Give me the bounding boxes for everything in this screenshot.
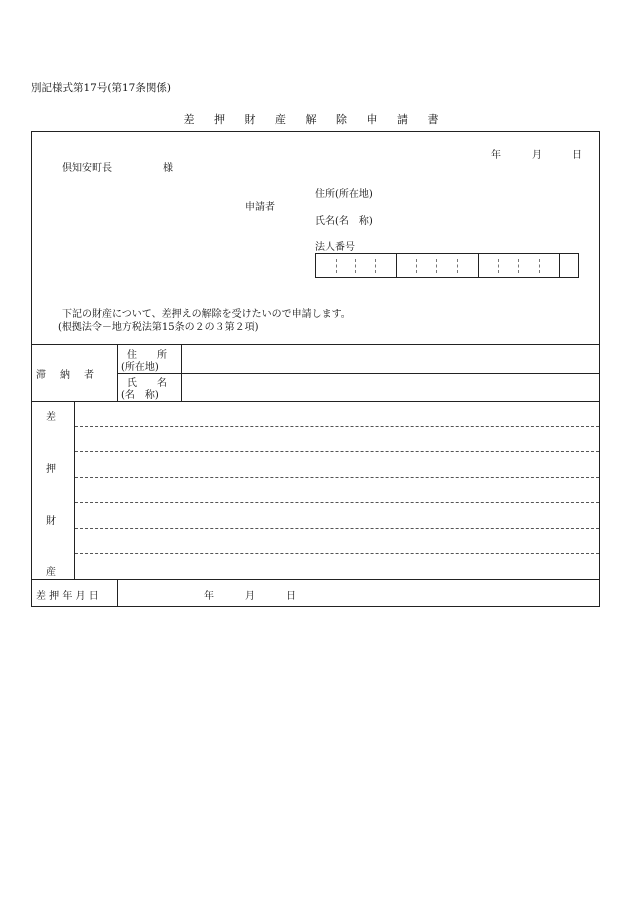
corporate-number-label: 法人番号: [315, 242, 355, 253]
taxpayer-name-label-2: (名 称): [121, 390, 159, 401]
seizure-date-year: 年: [204, 591, 214, 602]
statement-line-1: 下記の財産について、差押えの解除を受けたいので申請します。: [62, 309, 351, 320]
property-entry-line[interactable]: [75, 553, 599, 554]
date-day: 日: [572, 150, 582, 161]
statement-line-2: (根拠法令－地方税法第15条の２の３第２項): [58, 322, 259, 333]
addressee-honorific: 様: [163, 163, 173, 174]
applicant-name-label[interactable]: 氏名(名 称): [315, 216, 373, 227]
taxpayer-address-field[interactable]: [182, 346, 599, 372]
property-entry-line[interactable]: [75, 528, 599, 529]
applicant-label: 申請者: [245, 202, 275, 213]
document-title: 差 押 財 産 解 除 申 請 書: [183, 113, 447, 126]
addressee-name: 倶知安町長: [62, 163, 112, 174]
taxpayer-name-field[interactable]: [182, 374, 599, 400]
seized-property-char-2: 押: [46, 464, 56, 475]
taxpayer-address-label-1: 住 所: [127, 350, 167, 361]
taxpayer-name-label-1: 氏 名: [127, 378, 167, 389]
seizure-date-day: 日: [286, 591, 296, 602]
date-year: 年: [491, 150, 501, 161]
property-entry-line[interactable]: [75, 451, 599, 452]
seized-property-char-3: 財: [46, 516, 56, 527]
date-month: 月: [532, 150, 542, 161]
taxpayer-address-label-2: (所在地): [121, 362, 159, 373]
property-entry-line[interactable]: [75, 502, 599, 503]
corporate-number-field[interactable]: [315, 253, 579, 278]
seized-property-char-1: 差: [46, 412, 56, 423]
property-entry-line[interactable]: [75, 426, 599, 427]
property-entry-line[interactable]: [75, 477, 599, 478]
taxpayer-label: 滞 納 者: [36, 370, 96, 381]
applicant-address-label[interactable]: 住所(所在地): [315, 189, 373, 200]
form-reference: 別記様式第17号(第17条関係): [31, 82, 171, 94]
seized-property-char-4: 産: [46, 567, 56, 578]
seizure-date-month: 月: [245, 591, 255, 602]
seizure-date-label: 差 押 年 月 日: [36, 591, 99, 602]
